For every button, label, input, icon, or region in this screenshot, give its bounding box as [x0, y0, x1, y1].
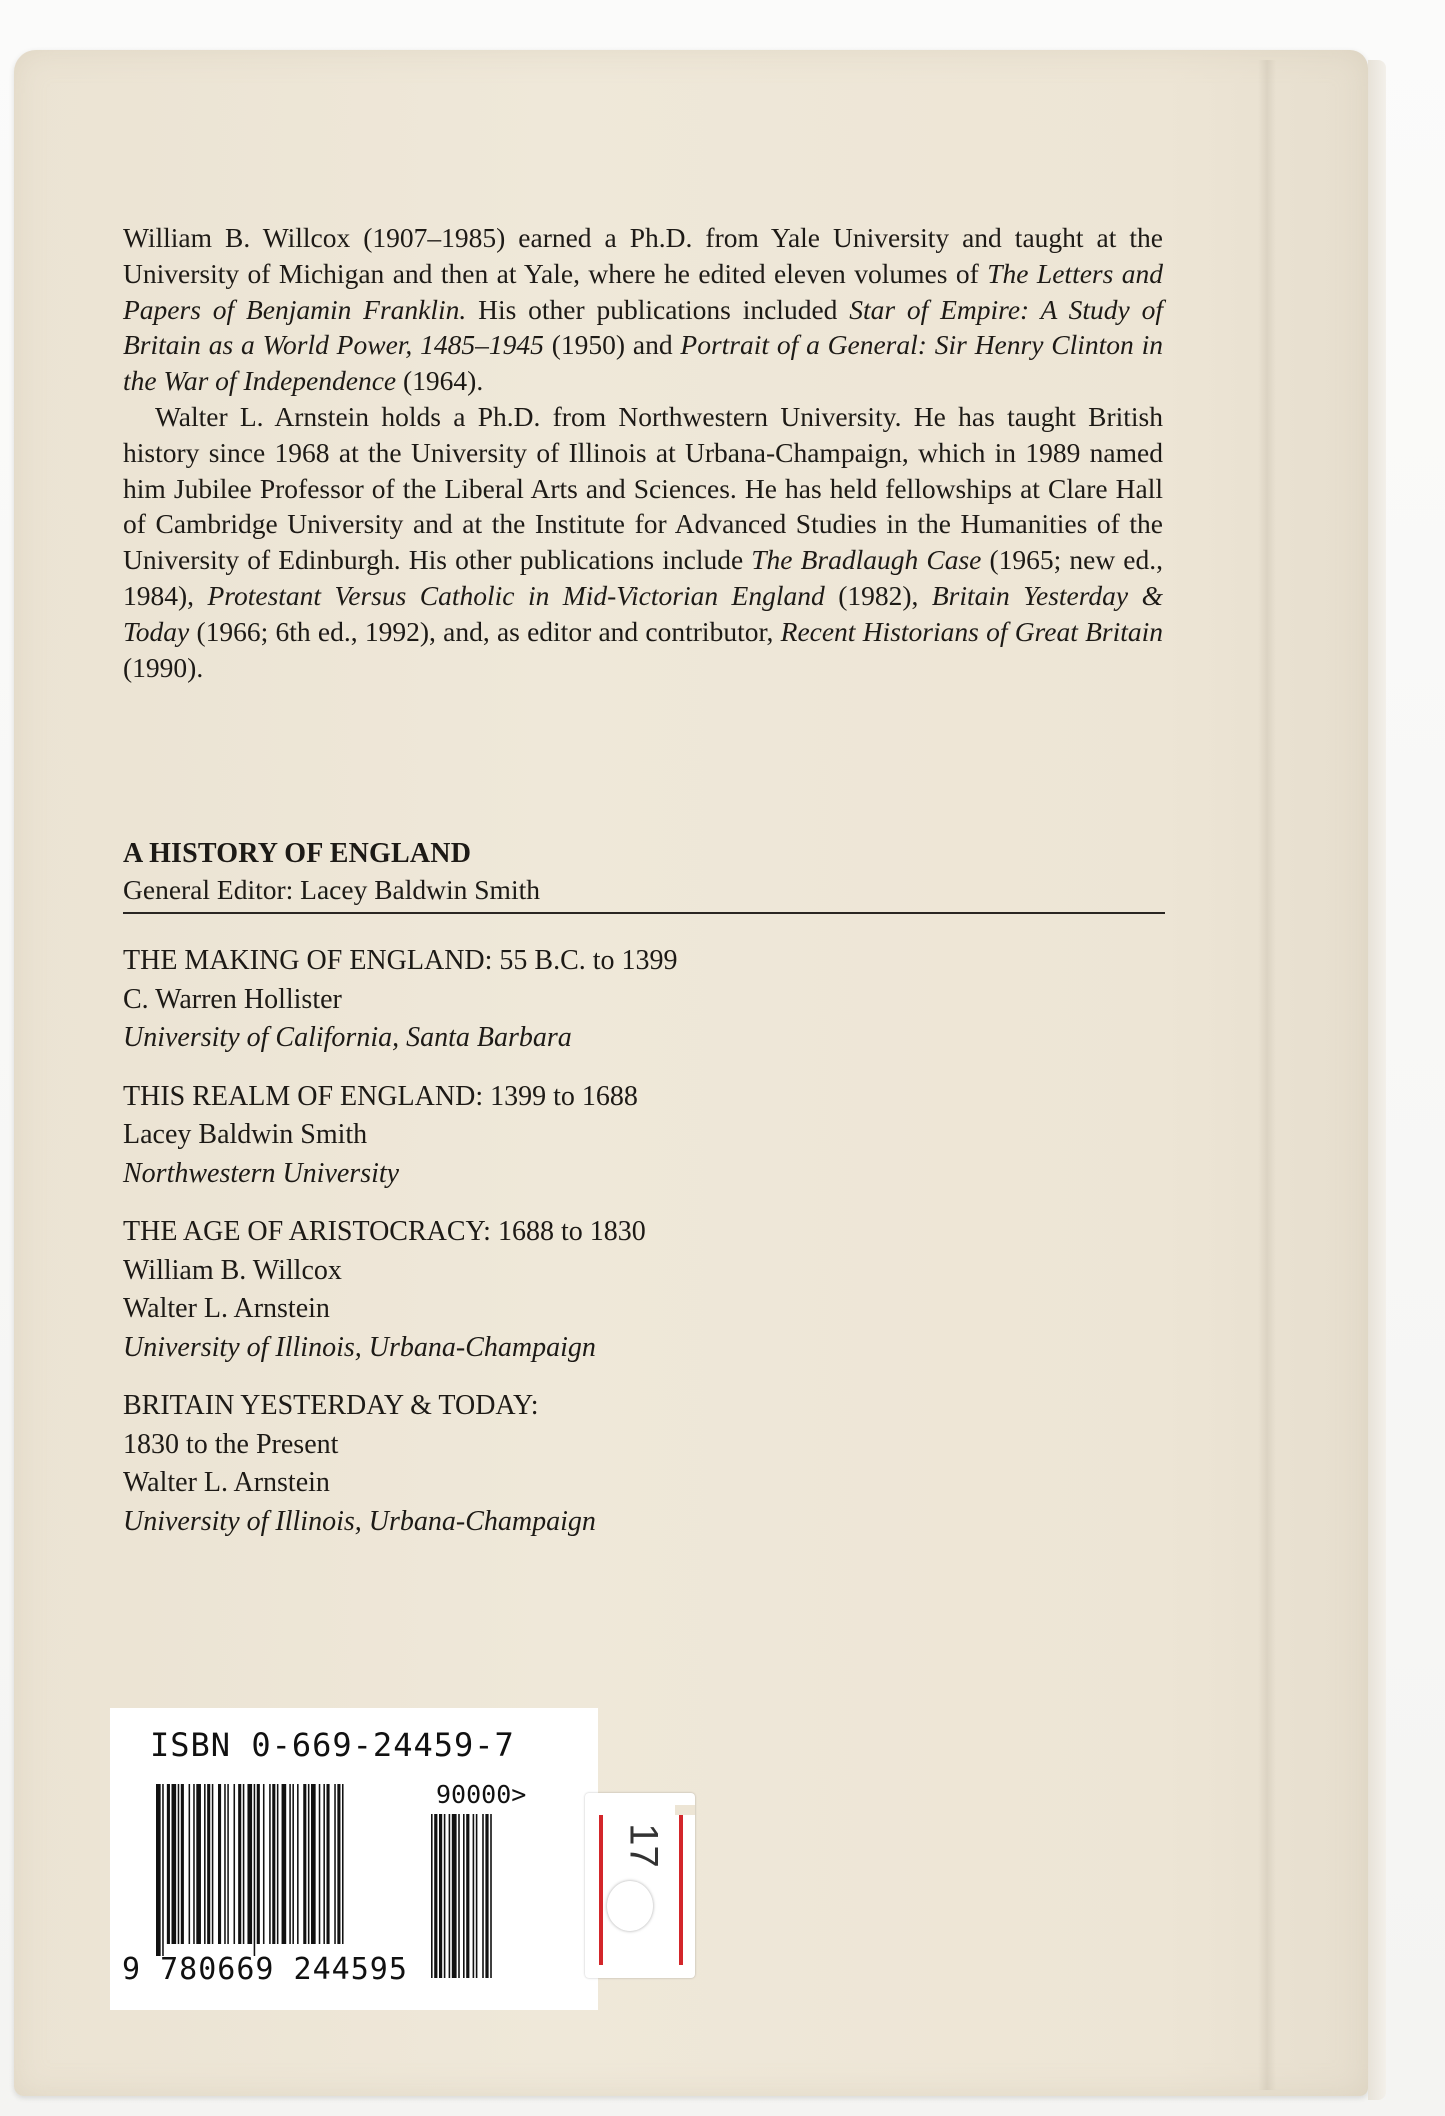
barcode-bar	[196, 1784, 201, 1944]
barcode-bar	[204, 1784, 206, 1944]
sticker-stripe-left	[599, 1815, 603, 1965]
addon-bar	[434, 1814, 437, 1978]
book-author: C. Warren Hollister	[123, 983, 342, 1015]
title-portrait-of-a-general: Portrait of a General: Sir Henry Clinton in the War of Independence	[123, 329, 1163, 397]
book-author: Walter L. Arnstein	[123, 1293, 330, 1324]
barcode-bar	[289, 1784, 291, 1944]
book-title: THIS REALM OF ENGLAND: 1399 to 1688	[123, 1080, 638, 1112]
book-title: BRITAIN YESTERDAY & TODAY:	[123, 1390, 539, 1421]
price-sticker	[585, 1793, 695, 1978]
sticker-notch	[675, 1805, 695, 1815]
barcode-bars	[156, 1784, 526, 1980]
series-divider	[123, 912, 1165, 914]
sticker-stripe-right	[679, 1815, 683, 1965]
barcode-bar	[269, 1784, 271, 1944]
barcode-bar	[254, 1784, 256, 1956]
title-star-of-empire: Star of Empire: A Study of Britain as a World Power, 1485–1945	[123, 293, 1163, 361]
barcode-bar	[189, 1784, 191, 1944]
barcode-bar	[319, 1784, 321, 1944]
addon-bar	[458, 1814, 460, 1978]
barcode-bar	[218, 1784, 221, 1944]
sticker-price: 17	[621, 1823, 666, 1868]
barcode-bar	[167, 1784, 170, 1944]
book-affiliation: Northwestern University	[123, 1157, 400, 1189]
barcode-bar	[224, 1784, 226, 1944]
barcode-bar	[238, 1784, 241, 1944]
series-editor: General Editor: Lacey Baldwin Smith	[123, 874, 540, 905]
price-code: 90000>	[436, 1780, 527, 1809]
cover-fold-shadow	[1258, 60, 1276, 2090]
barcode-bar	[263, 1784, 265, 1944]
barcode-bar	[172, 1784, 177, 1944]
series-book	[123, 1078, 1165, 1194]
addon-bar	[463, 1814, 465, 1978]
barcode-bar	[257, 1784, 260, 1944]
isbn-barcode-label	[110, 1708, 598, 2010]
addon-bar	[452, 1814, 457, 1978]
series-book	[123, 942, 1165, 1058]
book-author: Walter L. Arnstein	[123, 1467, 330, 1498]
page-edge	[1368, 60, 1386, 2100]
barcode-bar	[162, 1784, 164, 1956]
barcode-bar	[292, 1784, 294, 1944]
title-bradlaugh-case: The Bradlaugh Case	[751, 544, 982, 576]
barcode-bar	[308, 1784, 310, 1944]
addon-bar	[485, 1814, 488, 1978]
addon-bar	[449, 1814, 451, 1978]
addon-bar	[482, 1814, 484, 1978]
barcode-bar	[156, 1784, 161, 1956]
barcode-bar	[337, 1784, 340, 1944]
sticker-dot	[607, 1881, 653, 1931]
barcode-bar	[282, 1784, 287, 1944]
book-author: William B. Willcox	[123, 1254, 342, 1286]
barcode-bar	[323, 1784, 325, 1944]
series-title: A HISTORY OF ENGLAND	[123, 838, 472, 869]
series-book	[123, 1387, 1165, 1541]
author-biographies	[123, 220, 1163, 685]
book-affiliation: University of Illinois, Urbana-Champaign	[123, 1505, 596, 1537]
barcode-bar	[234, 1784, 236, 1944]
addon-bar	[466, 1814, 469, 1978]
addon-bar	[490, 1814, 492, 1978]
barcode-bar	[277, 1784, 279, 1944]
barcode-bar	[342, 1784, 344, 1944]
barcode-bar	[227, 1784, 229, 1944]
book-subtitle: 1830 to the Present	[123, 1428, 339, 1460]
barcode-bar	[247, 1784, 252, 1944]
barcode-bar	[334, 1784, 336, 1944]
book-title: THE MAKING OF ENGLAND: 55 B.C. to 1399	[123, 945, 678, 976]
series-listing	[123, 836, 1165, 1541]
book-title: THE AGE OF ARISTOCRACY: 1688 to 1830	[123, 1216, 646, 1247]
barcode-bar	[297, 1784, 299, 1944]
barcode-bar	[178, 1784, 180, 1944]
series-book	[123, 1213, 1165, 1367]
bio-willcox: William B. Willcox (1907–1985) earned a Ph.D. from Yale University and taught at the University of Michigan and then at Yale, where he edited eleven volumes of The Letters and Papers of Benjamin Franklin. His other publications included Star of Empire: A Study of Britain as a World Power, 1485–1945 (1950) and Portrait of a General: Sir Henry Clinton in the War of Independence (1964).	[123, 222, 1164, 397]
barcode-digits: 9 780669 244595	[122, 1952, 408, 1987]
barcode-bar	[212, 1784, 214, 1944]
book-author: Lacey Baldwin Smith	[123, 1119, 368, 1150]
bio-arnstein: Walter L. Arnstein holds a Ph.D. from Northwestern University. He has taught British history since 1968 at the University of Illinois at Urbana-Champaign, which in 1989 named him Jubilee Professor of the Liberal Arts and Sciences. He has held fellowships at Clare Hall of Cambridge University and at the Institute for Advanced Studies in the Humanities of the University of Edinburgh. His other publications include The Bradlaugh Case (1965; new ed., 1984), Protestant Versus Catholic in Mid-Victorian England (1982), Britain Yesterday & Today (1966; 6th ed., 1992), and, as editor and contributor, Recent Historians of Great Britain (1990).	[123, 400, 1163, 683]
barcode-bar	[243, 1784, 245, 1944]
book-affiliation: University of California, Santa Barbara	[123, 1022, 572, 1053]
title-britain-yesterday-today: Britain Yesterday & Today	[123, 579, 1163, 647]
barcode-bar	[181, 1784, 184, 1944]
title-franklin-papers: The Letters and Papers of Benjamin Franklin.	[123, 257, 1164, 325]
barcode-bar	[327, 1784, 330, 1944]
isbn-text: ISBN 0-669-24459-7	[150, 1726, 515, 1764]
book-affiliation: University of Illinois, Urbana-Champaign	[123, 1331, 596, 1363]
barcode-bar	[207, 1784, 210, 1944]
addon-bar	[431, 1814, 433, 1978]
addon-bar	[439, 1814, 442, 1978]
addon-bar	[476, 1814, 478, 1978]
barcode-bar	[193, 1784, 195, 1944]
barcode-bar	[311, 1784, 316, 1944]
barcode-bar	[303, 1784, 306, 1944]
addon-bar	[444, 1814, 446, 1978]
addon-bar	[473, 1814, 475, 1978]
title-protestant-versus-catholic: Protestant Versus Catholic in Mid-Victorian England	[207, 579, 825, 611]
title-recent-historians: Recent Historians of Great Britain	[780, 615, 1163, 647]
barcode-bar	[272, 1784, 275, 1944]
